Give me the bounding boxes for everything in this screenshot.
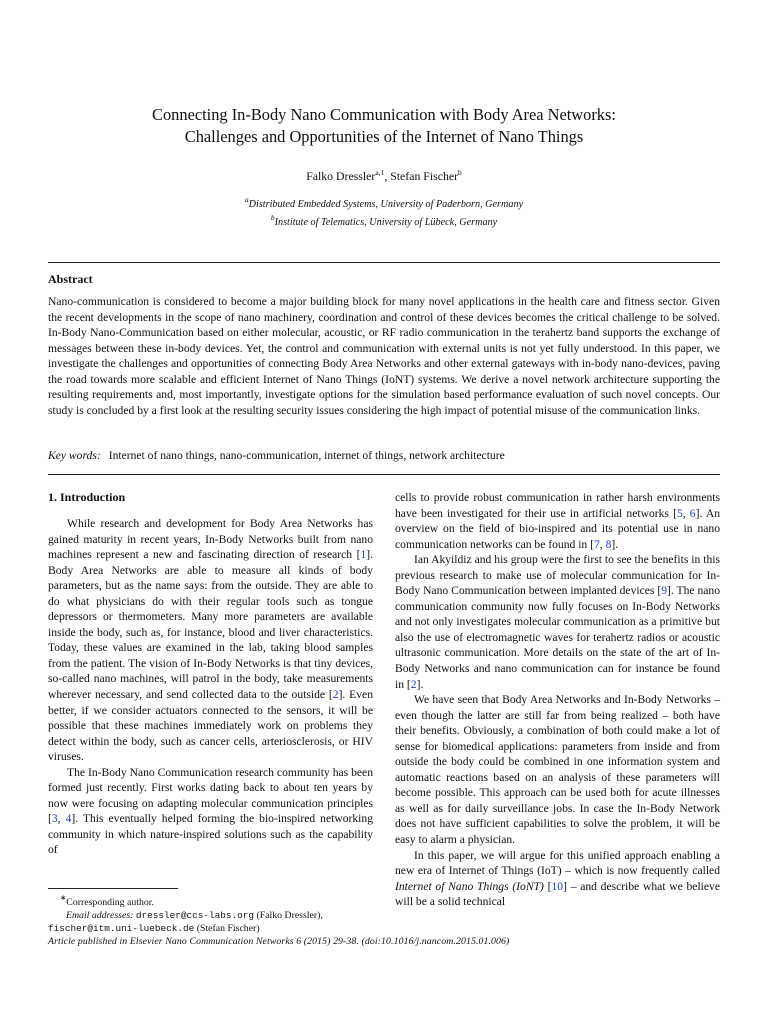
citation-link[interactable]: 9 bbox=[661, 584, 667, 598]
citation-link[interactable]: 4 bbox=[65, 812, 72, 826]
emphasis-text: Internet of Nano Things (IoNT) bbox=[395, 879, 544, 893]
citation-link[interactable]: 3 bbox=[51, 812, 58, 826]
text-run: ]. The nano communication community now fully focuses on In-Body Networks and not only investigates molecular communication as a primitive but also the use of electromagnetic waves for terahertz radios or acoustic ultrasonic communication. More details on the state of the art of In-Body Networks and nano communication can for instance be found in [ bbox=[395, 584, 720, 691]
paragraph bbox=[395, 552, 720, 692]
text-run: [ bbox=[543, 879, 552, 893]
author-separator: , bbox=[384, 169, 391, 183]
text-run: ] – and describe what we believe will be a solid technical bbox=[395, 879, 720, 909]
text-run: , bbox=[682, 506, 690, 520]
citation-link[interactable]: 6 bbox=[689, 506, 696, 520]
text-run: , bbox=[599, 537, 606, 551]
citation-link[interactable]: 1 bbox=[360, 548, 367, 562]
citation-link[interactable]: 2 bbox=[332, 688, 339, 702]
text-run: ]. bbox=[416, 677, 424, 691]
affiliation-line bbox=[0, 194, 768, 212]
email-label: Email addresses: bbox=[66, 909, 134, 921]
author-list bbox=[0, 168, 768, 184]
text-run: Ian Akyildiz and his group were the first to see the benefits in this previous research to make use of molecular communication for In-Body Nano Communication between implanted devices [ bbox=[395, 553, 720, 598]
paper-title bbox=[60, 104, 708, 148]
affiliation-mark: a bbox=[244, 195, 249, 204]
keywords-label: Key words: bbox=[48, 449, 101, 462]
left-column bbox=[48, 490, 373, 858]
paragraph: We have seen that Body Area Networks and In-Body Networks – even though the latter are still far from being realized – both have their benefits. Obviously, a combination of both could make a lot of sense for biomedical applications: parameters from inside and from outside the body could be combined in one information system and automatic reactions based on an analysis of these parameters will become possible. This approach can be used both for acute illnesses as well as for daily surveillance jobs. In case the In-Body Network does not have sufficient capabilities to solve the problem, it will be easy to alarm a physician. bbox=[395, 693, 720, 847]
affiliation-line bbox=[0, 212, 768, 230]
paragraph bbox=[48, 765, 373, 858]
keywords bbox=[48, 449, 720, 462]
title-line-2: Challenges and Opportunities of the Internet of Nano Things bbox=[184, 127, 584, 146]
footnote-mark: ∗ bbox=[60, 893, 67, 902]
author-affiliation-mark: a,1 bbox=[375, 168, 385, 177]
keywords-list: Internet of nano things, nano-communication, internet of things, network architecture bbox=[108, 449, 505, 462]
footnote-text: Corresponding author. bbox=[66, 897, 154, 908]
text-run: ]. Even better, if we consider actuators connected to the sensors, it will be possible that these machines immediately work on problems they detect within the body, such as cancer cells, arteriosclerosis, or HIV viruses. bbox=[48, 688, 374, 764]
footnote-line bbox=[48, 892, 378, 910]
abstract-heading: Abstract bbox=[48, 272, 93, 286]
text-run: ]. An overview on the field of bio-inspired and its potential use in nano communication networks can be found in [ bbox=[395, 506, 721, 551]
email-link[interactable]: dressler@ccs-labs.org bbox=[135, 909, 255, 921]
text-run: ]. Body Area Networks are able to measure all kinds of body parameters, but as the name says: from the outside. They are able to do what physicians do with their regular tools such as tongue depressors or thermometers. Many more parameters are available inside the body, such as, for instance, blood and liver characteristics. Today, these values are examined in the lab, taking blood samples from the patient. The vision of In-Body Networks is that tiny devices, so-called nano machines, will patrol in the body, take measurements wherever necessary, and send collected data to the outside [ bbox=[48, 548, 373, 702]
affiliation-mark: b bbox=[270, 212, 275, 222]
citation-link[interactable]: 7 bbox=[593, 537, 600, 551]
affiliation-text: Distributed Embedded Systems, University of Paderborn, Germany bbox=[248, 199, 524, 210]
abstract-text: Nano-communication is considered to become a major building block for many novel applications in the health care and fitness sector. Given the recent developments in the scope of nano machinery, coordination and control of these devices becomes the critical challenge to be solved. In-Body Nano-Communication based on either molecular, acoustic, or RF radio communication in the terahertz band supports the exchange of messages between these in-body devices. Yet, the control and communication with external units is not yet fully understood. In this paper, we investigate the challenges and opportunities of connecting Body Area Networks and other external gateways with in-body nano-devices, paving the road towards more scalable and efficient Internet of Nano Things (IoNT) systems. We derive a novel network architecture supporting the resulting requirements and, most importantly, investigate options for the simulation based performance evaluation of such novel concepts. Our study is concluded by a first look at the resulting security issues considering the high impact of potential misuse of the communication links. bbox=[48, 295, 720, 417]
abstract-bottom-rule bbox=[48, 474, 720, 475]
text-run: ]. This eventually helped forming the bio-inspired networking community in which nature-inspired solutions such as the capability of bbox=[48, 812, 373, 857]
footnote-line bbox=[48, 923, 378, 936]
title-line-1: Connecting In-Body Nano Communication with Body Area Networks: bbox=[152, 105, 616, 124]
text-run: ]. bbox=[611, 537, 619, 551]
author-affiliation-mark: b bbox=[458, 168, 462, 177]
citation-link[interactable]: 8 bbox=[605, 537, 612, 551]
section-heading: 1. Introduction bbox=[48, 490, 126, 504]
citation-link[interactable]: 2 bbox=[410, 677, 417, 691]
text-run: , bbox=[57, 812, 66, 826]
paragraph bbox=[395, 848, 720, 910]
paragraph bbox=[395, 490, 720, 552]
abstract-top-rule bbox=[48, 262, 720, 263]
affiliation-text: Institute of Telematics, University of Lübeck, Germany bbox=[274, 216, 498, 228]
email-owner: (Falko Dressler), bbox=[256, 909, 323, 921]
footnote-rule bbox=[48, 888, 178, 889]
author-name: Stefan Fischer bbox=[390, 169, 459, 183]
email-link[interactable]: fischer@itm.uni-luebeck.de bbox=[48, 922, 195, 934]
citation-link[interactable]: 10 bbox=[551, 879, 564, 893]
footnote-line bbox=[48, 910, 378, 923]
affiliations bbox=[0, 194, 768, 229]
text-run: While research and development for Body Area Networks has gained maturity in recent years, In-Body Networks built from nano machines represent a new and fascinating direction of research [ bbox=[48, 517, 373, 562]
text-run: cells to provide robust communication in rather harsh environments have been investigated for their use in artificial networks [ bbox=[395, 491, 720, 520]
footnote bbox=[48, 892, 378, 935]
right-column bbox=[395, 490, 720, 910]
email-owner: (Stefan Fischer) bbox=[196, 922, 260, 934]
author-name: Falko Dressler bbox=[306, 169, 376, 183]
citation-link[interactable]: 5 bbox=[676, 506, 683, 520]
text-run: The In-Body Nano Communication research community has been formed just recently. First works dating back to about ten years by now were focusing on adapting molecular communication principles [ bbox=[48, 765, 373, 826]
publication-info: Article published in Elsevier Nano Communication Networks 6 (2015) 29-38. (doi:10.1016/j.nancom.2015.01.006) bbox=[48, 936, 510, 947]
text-run: In this paper, we will argue for this unified approach enabling a new era of Internet of Things (IoT) – which is now frequently called bbox=[395, 848, 720, 878]
paragraph bbox=[48, 516, 373, 765]
